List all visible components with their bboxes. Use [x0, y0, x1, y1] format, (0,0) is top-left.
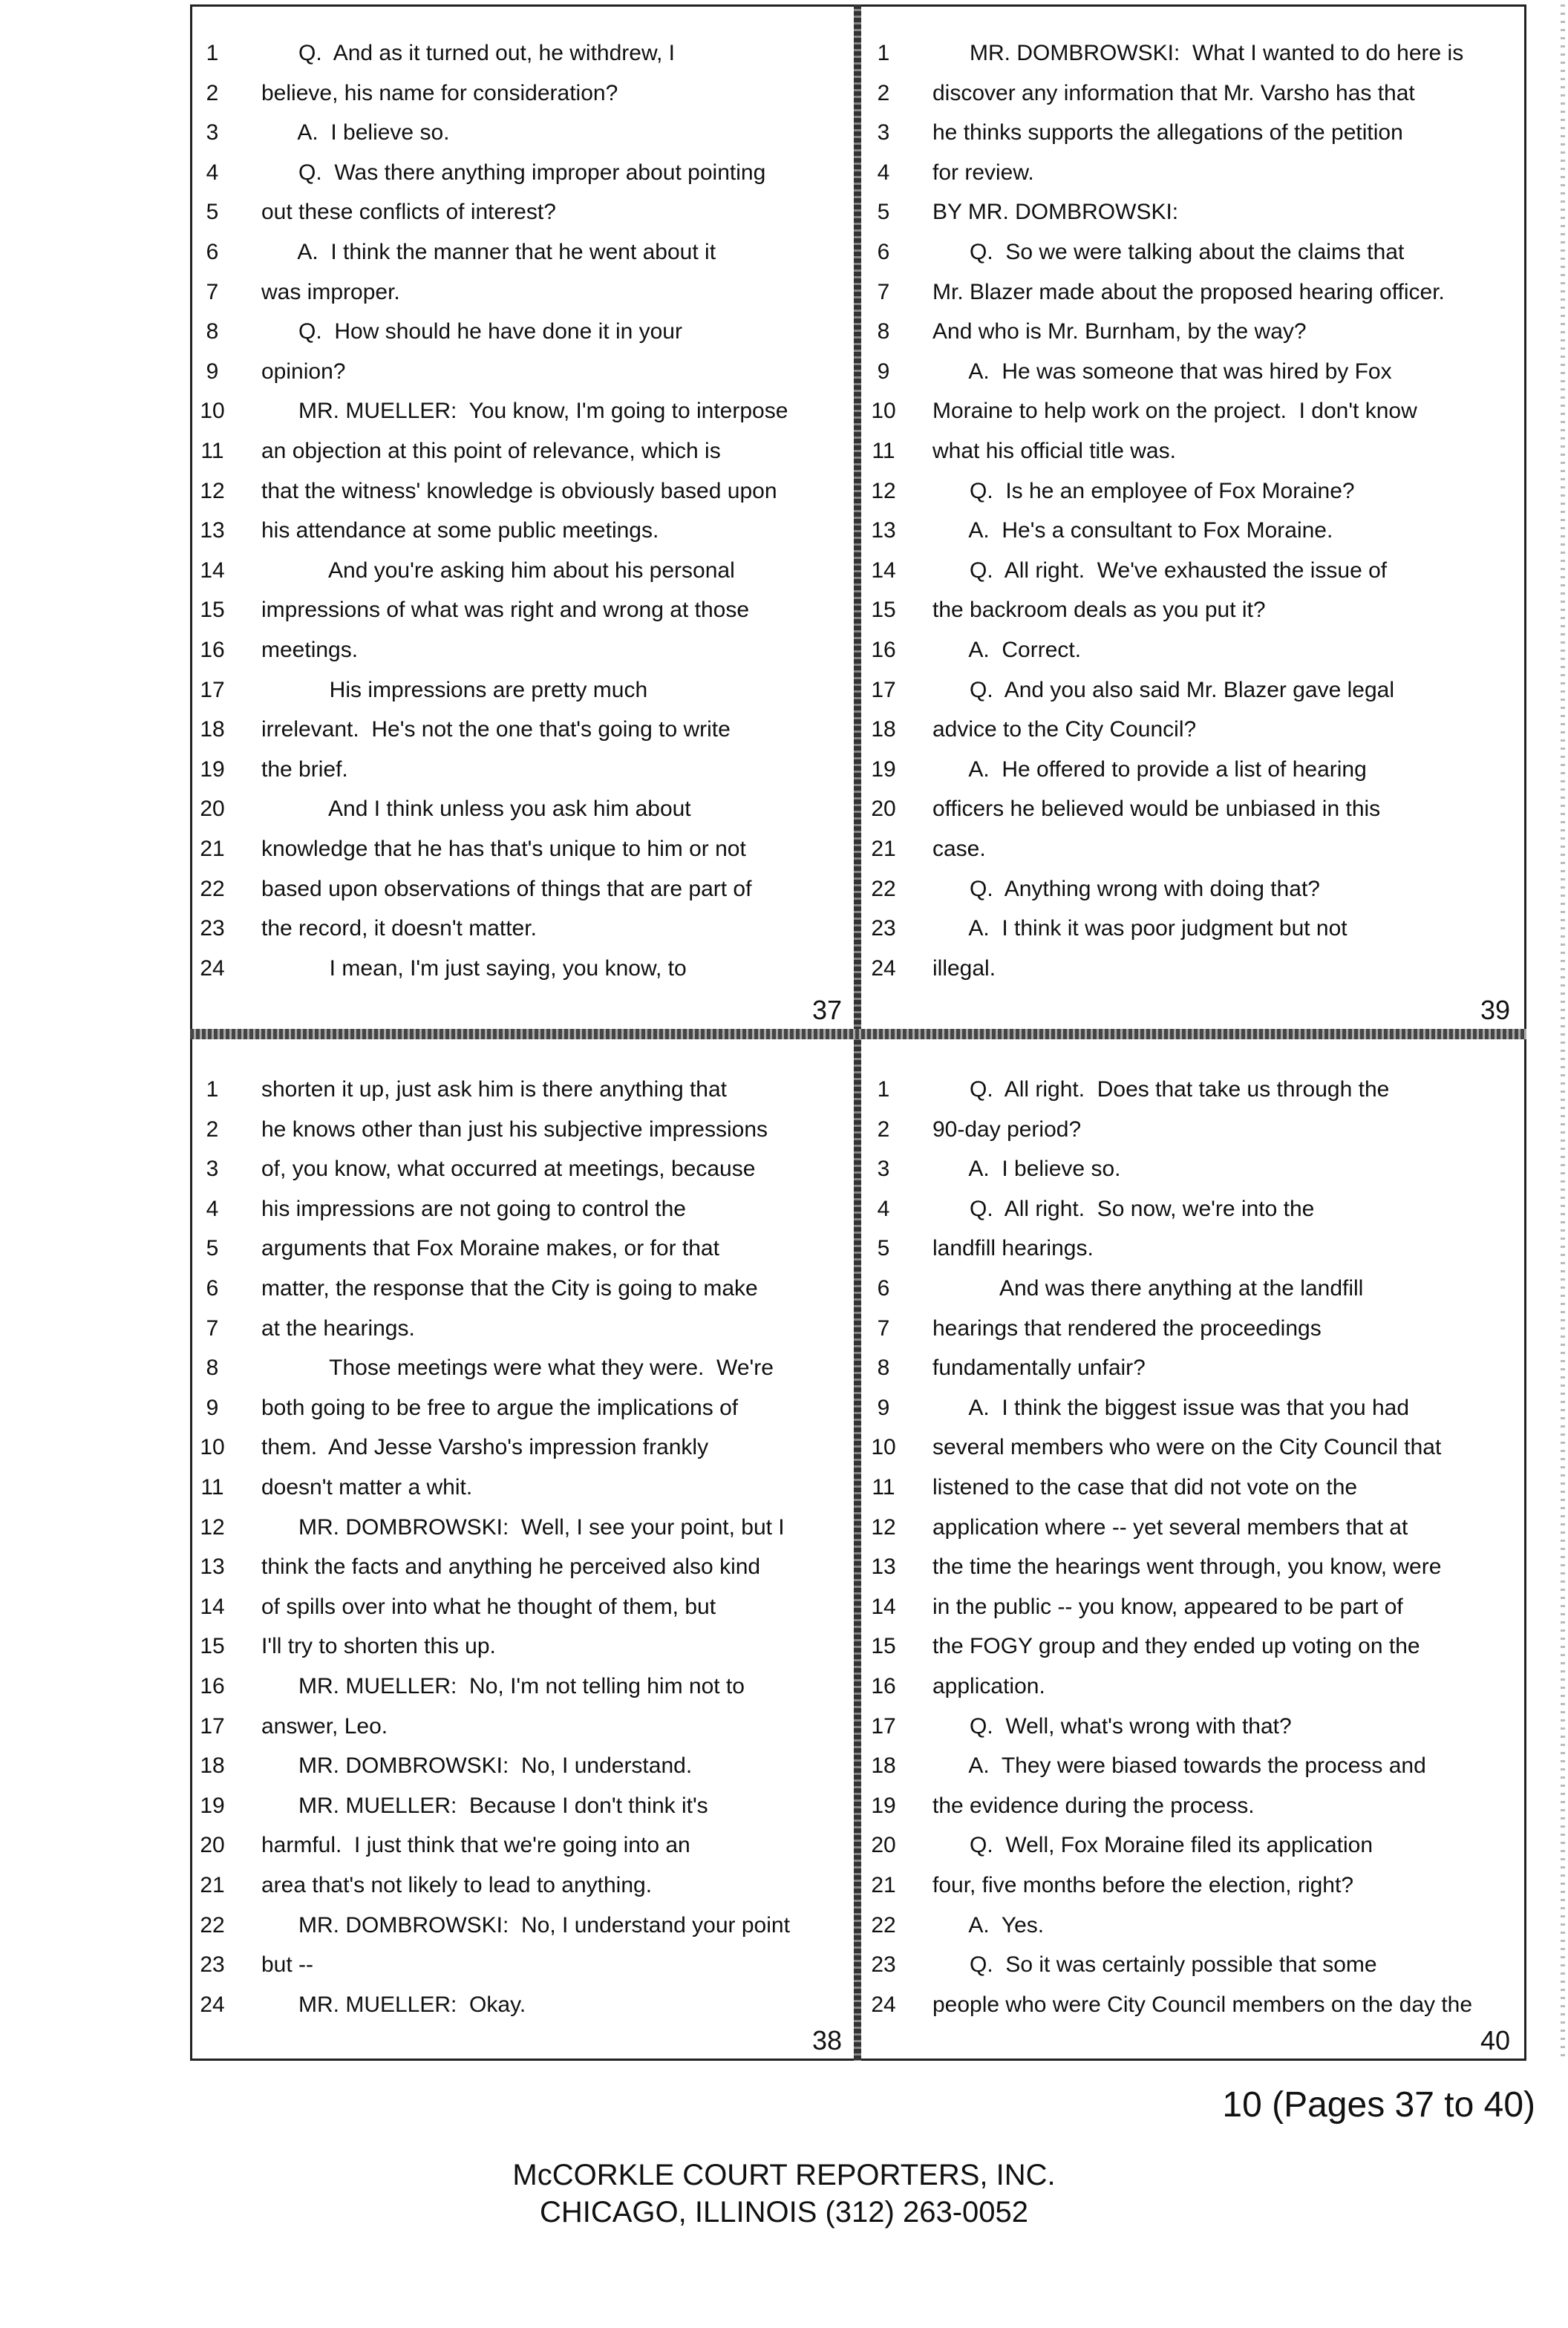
transcript-line [200, 790, 907, 828]
line-number: 13 [200, 1554, 225, 1580]
line-text: MR. DOMBROWSKI: No, I understand your point [261, 1912, 790, 1938]
line-text: A. Correct. [932, 638, 1082, 662]
line-number: 21 [871, 837, 896, 861]
transcript-line [206, 1111, 907, 1149]
transcript-line [206, 1269, 907, 1308]
line-text: that the witness' knowledge is obviously based upon [261, 478, 777, 503]
line-text: application where -- yet several members that at [932, 1514, 1408, 1540]
line-text: A. He was someone that was hired by Fox [932, 359, 1392, 384]
transcript-line [871, 552, 1568, 590]
line-text: Mr. Blazer made about the proposed hearing officer. [932, 279, 1445, 304]
line-number: 4 [877, 160, 890, 185]
line-text: doesn't matter a whit. [261, 1475, 473, 1500]
transcript-line [872, 1468, 1568, 1507]
line-number: 4 [877, 1196, 890, 1221]
company-location: CHICAGO, ILLINOIS (312) 263-0052 [539, 2196, 1029, 2229]
line-text: Q. Well, Fox Moraine filed its application [932, 1833, 1373, 1858]
line-text: Q. All right. We've exhausted the issue of [932, 558, 1388, 583]
line-text: MR. MUELLER: You know, I'm going to interpose [261, 399, 788, 424]
transcript-line [200, 909, 907, 948]
line-number: 3 [877, 1157, 890, 1182]
transcript-line [200, 671, 907, 710]
transcript-line [200, 1508, 907, 1547]
line-number: 15 [200, 598, 225, 623]
line-text: he thinks supports the allegations of the petition [932, 120, 1403, 146]
page-range-label: 10 (Pages 37 to 40) [1222, 2085, 1535, 2125]
transcript-line [871, 1747, 1568, 1785]
transcript-line [871, 1986, 1568, 2024]
line-number: 20 [200, 1833, 225, 1858]
line-number: 22 [871, 1912, 896, 1938]
transcript-line [206, 1229, 907, 1268]
line-text: MR. MUELLER: Because I don't think it's [261, 1793, 708, 1818]
transcript-line [871, 1627, 1568, 1666]
line-text: but -- [261, 1952, 314, 1978]
line-number: 8 [877, 1356, 890, 1381]
transcript-line [871, 1906, 1568, 1945]
line-number: 16 [871, 638, 896, 662]
line-text: And who is Mr. Burnham, by the way? [932, 319, 1307, 344]
line-number: 14 [871, 558, 896, 583]
line-text: believe, his name for consideration? [261, 80, 618, 105]
transcript-line [871, 1946, 1568, 1984]
transcript-line [200, 1986, 907, 2024]
transcript-line [877, 193, 1568, 232]
transcript-line [871, 1667, 1568, 1706]
line-text: for review. [932, 160, 1034, 185]
transcript-line [206, 1150, 907, 1188]
line-number: 7 [877, 279, 890, 304]
line-text: case. [932, 837, 986, 861]
line-text: Q. Was there anything improper about pointing [261, 160, 766, 185]
line-text: His impressions are pretty much [261, 677, 648, 702]
transcript-line [200, 870, 907, 909]
line-number: 1 [206, 1077, 219, 1102]
page-number-39: 39 [1480, 995, 1511, 1025]
line-text: A. They were biased towards the process and [932, 1753, 1426, 1779]
line-number: 11 [872, 1475, 895, 1500]
transcript-line [871, 830, 1568, 869]
transcript-line [871, 1548, 1568, 1586]
line-number: 14 [871, 1594, 896, 1619]
line-number: 23 [871, 916, 896, 941]
line-number: 22 [200, 876, 225, 901]
line-text: out these conflicts of interest? [261, 200, 556, 225]
transcript-line [877, 273, 1568, 312]
line-text: meetings. [261, 638, 359, 662]
line-number: 6 [206, 240, 219, 264]
line-number: 10 [200, 1435, 225, 1460]
line-number: 10 [871, 1435, 896, 1460]
transcript-line [871, 392, 1568, 431]
line-number: 17 [200, 1713, 225, 1739]
line-text: And I think unless you ask him about [261, 797, 691, 822]
transcript-line [877, 233, 1568, 272]
line-number: 12 [200, 478, 225, 503]
line-text: And you're asking him about his personal [261, 558, 735, 583]
line-text: of, you know, what occurred at meetings, because [261, 1157, 756, 1182]
transcript-line [200, 830, 907, 869]
line-number: 2 [206, 80, 219, 105]
line-text: discover any information that Mr. Varsho has that [932, 80, 1415, 105]
transcript-line [200, 751, 907, 789]
transcript-line [200, 1787, 907, 1825]
transcript-line [200, 1866, 907, 1905]
line-text: the backroom deals as you put it? [932, 598, 1266, 623]
transcript-line [206, 273, 907, 312]
line-text: both going to be free to argue the implications of [261, 1395, 739, 1420]
transcript-line [877, 313, 1568, 351]
line-number: 10 [871, 399, 896, 424]
line-number: 23 [871, 1952, 896, 1978]
line-number: 2 [877, 1116, 890, 1142]
transcript-line [871, 949, 1568, 988]
transcript-line [877, 1269, 1568, 1308]
line-text: A. I think the manner that he went about it [261, 240, 716, 264]
transcript-line [206, 1310, 907, 1348]
transcript-line [206, 114, 907, 152]
line-number: 3 [206, 1157, 219, 1182]
transcript-line [206, 74, 907, 113]
line-number: 6 [877, 1276, 890, 1301]
transcript-line [877, 1310, 1568, 1348]
transcript-line [877, 74, 1568, 113]
transcript-line [200, 1826, 907, 1865]
line-text: MR. DOMBROWSKI: What I wanted to do here is [932, 41, 1464, 65]
transcript-line [871, 472, 1568, 511]
transcript-line [872, 432, 1568, 471]
transcript-line [200, 1627, 907, 1666]
line-text: Q. Anything wrong with doing that? [932, 876, 1320, 901]
line-number: 19 [871, 756, 896, 782]
line-text: of spills over into what he thought of them, but [261, 1594, 716, 1619]
line-text: Q. Is he an employee of Fox Moraine? [932, 478, 1355, 503]
line-text: the record, it doesn't matter. [261, 916, 537, 941]
transcript-line [871, 631, 1568, 670]
line-number: 14 [200, 558, 225, 583]
line-number: 5 [877, 1236, 890, 1261]
line-text: A. I think it was poor judgment but not [932, 916, 1348, 941]
line-number: 9 [206, 359, 219, 384]
transcript-line [200, 591, 907, 630]
line-text: the brief. [261, 756, 348, 782]
line-text: he knows other than just his subjective impressions [261, 1116, 768, 1142]
line-text: answer, Leo. [261, 1713, 388, 1739]
line-text: his impressions are not going to control the [261, 1196, 686, 1221]
line-number: 24 [871, 955, 896, 981]
line-number: 21 [200, 1873, 225, 1897]
line-text: A. I think the biggest issue was that you had [932, 1395, 1410, 1420]
line-text: BY MR. DOMBROWSKI: [932, 200, 1179, 225]
line-text: Q. All right. So now, we're into the [932, 1196, 1315, 1221]
line-text: impressions of what was right and wrong at those [261, 598, 749, 623]
transcript-line [200, 1428, 907, 1467]
transcript-line [200, 949, 907, 988]
line-number: 1 [206, 41, 219, 65]
transcript-line [871, 1707, 1568, 1746]
transcript-line [200, 552, 907, 590]
transcript-line [200, 631, 907, 670]
transcript-line [206, 1389, 907, 1428]
line-text: MR. MUELLER: No, I'm not telling him not to [261, 1674, 745, 1698]
line-text: advice to the City Council? [932, 717, 1197, 742]
line-number: 5 [206, 200, 219, 225]
line-number: 20 [871, 1833, 896, 1858]
line-number: 1 [877, 1077, 890, 1102]
line-text: Q. And you also said Mr. Blazer gave legal [932, 677, 1394, 702]
line-text: irrelevant. He's not the one that's going to write [261, 717, 731, 742]
line-number: 3 [206, 120, 219, 146]
line-number: 22 [200, 1912, 225, 1938]
line-text: landfill hearings. [932, 1236, 1094, 1261]
line-number: 18 [871, 717, 896, 742]
transcript-line [871, 511, 1568, 550]
line-number: 19 [871, 1793, 896, 1818]
transcript-line [206, 193, 907, 232]
line-number: 5 [877, 200, 890, 225]
line-text: the evidence during the process. [932, 1793, 1255, 1818]
transcript-line [877, 1349, 1568, 1387]
transcript-line [877, 34, 1568, 73]
line-text: A. I believe so. [261, 120, 450, 146]
line-number: 14 [200, 1594, 225, 1619]
transcript-line [877, 1150, 1568, 1188]
line-number: 17 [200, 677, 225, 702]
line-text: four, five months before the election, right? [932, 1873, 1353, 1897]
transcript-line [206, 1349, 907, 1387]
horizontal-divider [190, 1029, 1526, 1039]
transcript-line [877, 154, 1568, 192]
transcript-line [877, 1111, 1568, 1149]
line-text: officers he believed would be unbiased in this [932, 797, 1381, 822]
line-text: And was there anything at the landfill [932, 1276, 1364, 1301]
line-number: 13 [871, 1554, 896, 1580]
line-number: 4 [206, 1196, 219, 1221]
line-number: 13 [871, 518, 896, 543]
transcript-line [200, 1946, 907, 1984]
line-number: 12 [871, 1514, 896, 1540]
line-number: 23 [200, 1952, 225, 1978]
line-text: matter, the response that the City is going to make [261, 1276, 758, 1301]
transcript-line [200, 1906, 907, 1945]
line-text: several members who were on the City Council that [932, 1435, 1442, 1460]
line-number: 5 [206, 1236, 219, 1261]
line-number: 17 [871, 677, 896, 702]
transcript-line [200, 432, 907, 471]
line-number: 15 [871, 598, 896, 623]
line-number: 21 [200, 837, 225, 861]
line-text: based upon observations of things that are part of [261, 876, 752, 901]
line-number: 15 [871, 1634, 896, 1659]
transcript-line [877, 1389, 1568, 1428]
transcript-line [200, 1548, 907, 1586]
line-text: A. He offered to provide a list of hearing [932, 756, 1367, 782]
transcript-line [871, 1787, 1568, 1825]
transcript-line [200, 472, 907, 511]
line-text: fundamentally unfair? [932, 1356, 1146, 1381]
line-text: MR. MUELLER: Okay. [261, 1992, 526, 2017]
line-number: 10 [200, 399, 225, 424]
line-text: A. Yes. [932, 1912, 1045, 1938]
transcript-line [877, 114, 1568, 152]
transcript-line [200, 1667, 907, 1706]
line-text: MR. DOMBROWSKI: Well, I see your point, but I [261, 1514, 785, 1540]
line-number: 15 [200, 1634, 225, 1659]
line-number: 24 [200, 955, 225, 981]
line-text: arguments that Fox Moraine makes, or for that [261, 1236, 719, 1261]
line-number: 2 [877, 80, 890, 105]
line-text: Q. And as it turned out, he withdrew, I [261, 41, 675, 65]
transcript-line [871, 909, 1568, 948]
line-number: 8 [877, 319, 890, 344]
line-text: the time the hearings went through, you know, were [932, 1554, 1442, 1580]
line-number: 9 [206, 1395, 219, 1420]
transcript-line [871, 1508, 1568, 1547]
line-number: 3 [877, 120, 890, 146]
line-text: in the public -- you know, appeared to be part of [932, 1594, 1403, 1619]
line-number: 16 [871, 1674, 896, 1698]
line-number: 24 [200, 1992, 225, 2017]
line-text: Moraine to help work on the project. I don't know [932, 399, 1417, 424]
line-number: 18 [871, 1753, 896, 1779]
transcript-line [871, 1866, 1568, 1905]
line-number: 24 [871, 1992, 896, 2017]
transcript-line [200, 392, 907, 431]
line-number: 7 [206, 279, 219, 304]
line-text: Q. Well, what's wrong with that? [932, 1713, 1292, 1739]
transcript-line [871, 790, 1568, 828]
line-text: them. And Jesse Varsho's impression frankly [261, 1435, 709, 1460]
line-number: 11 [200, 439, 224, 463]
page-number-38: 38 [812, 2025, 843, 2056]
transcript-line [206, 1070, 907, 1109]
line-text: Q. So it was certainly possible that some [932, 1952, 1377, 1978]
line-number: 19 [200, 1793, 225, 1818]
line-number: 17 [871, 1713, 896, 1739]
line-number: 8 [206, 319, 219, 344]
line-text: Those meetings were what they were. We're [261, 1356, 774, 1381]
line-text: MR. DOMBROWSKI: No, I understand. [261, 1753, 693, 1779]
line-number: 7 [877, 1315, 890, 1341]
transcript-line [871, 1826, 1568, 1865]
transcript-line [871, 671, 1568, 710]
transcript-line [206, 1190, 907, 1229]
line-number: 12 [871, 478, 896, 503]
transcript-line [877, 353, 1568, 391]
line-number: 9 [877, 359, 890, 384]
line-text: his attendance at some public meetings. [261, 518, 659, 543]
line-number: 22 [871, 876, 896, 901]
line-text: think the facts and anything he perceived also kind [261, 1554, 761, 1580]
line-number: 16 [200, 638, 225, 662]
line-text: what his official title was. [932, 439, 1176, 463]
line-number: 4 [206, 160, 219, 185]
line-number: 9 [877, 1395, 890, 1420]
line-text: listened to the case that did not vote on the [932, 1475, 1358, 1500]
transcript-line [200, 1707, 907, 1746]
line-text: A. He's a consultant to Fox Moraine. [932, 518, 1333, 543]
line-text: A. I believe so. [932, 1157, 1121, 1182]
transcript-line [206, 34, 907, 73]
line-text: at the hearings. [261, 1315, 415, 1341]
line-text: application. [932, 1674, 1045, 1698]
line-number: 19 [200, 756, 225, 782]
transcript-line [877, 1070, 1568, 1109]
line-number: 7 [206, 1315, 219, 1341]
line-number: 12 [200, 1514, 225, 1540]
transcript-line [877, 1190, 1568, 1229]
transcript-line [206, 353, 907, 391]
line-text: an objection at this point of relevance, which is [261, 439, 721, 463]
line-number: 23 [200, 916, 225, 941]
transcript-line [871, 870, 1568, 909]
line-text: knowledge that he has that's unique to him or not [261, 837, 746, 861]
line-text: people who were City Council members on the day the [932, 1992, 1473, 2017]
line-text: harmful. I just think that we're going into an [261, 1833, 690, 1858]
line-text: illegal. [932, 955, 996, 981]
line-text: area that's not likely to lead to anything. [261, 1873, 653, 1897]
company-name: McCORKLE COURT REPORTERS, INC. [512, 2159, 1056, 2191]
line-text: the FOGY group and they ended up voting on the [932, 1634, 1420, 1659]
line-number: 18 [200, 1753, 225, 1779]
line-text: hearings that rendered the proceedings [932, 1315, 1322, 1341]
transcript-line [877, 1229, 1568, 1268]
line-text: I mean, I'm just saying, you know, to [261, 955, 687, 981]
transcript-line [206, 233, 907, 272]
page-number-37: 37 [812, 995, 843, 1025]
transcript-line [206, 154, 907, 192]
line-text: I'll try to shorten this up. [261, 1634, 496, 1659]
transcript-line [200, 1588, 907, 1626]
line-number: 18 [200, 717, 225, 742]
line-number: 20 [200, 797, 225, 822]
line-number: 8 [206, 1356, 219, 1381]
transcript-line [200, 511, 907, 550]
line-text: Q. How should he have done it in your [261, 319, 682, 344]
line-text: opinion? [261, 359, 346, 384]
line-text: shorten it up, just ask him is there anything that [261, 1077, 727, 1102]
line-number: 11 [872, 439, 895, 463]
line-number: 11 [200, 1475, 224, 1500]
transcript-line [206, 313, 907, 351]
transcript-line [200, 710, 907, 749]
line-text: Q. All right. Does that take us through the [932, 1077, 1390, 1102]
line-number: 6 [206, 1276, 219, 1301]
line-number: 1 [877, 41, 890, 65]
line-text: Q. So we were talking about the claims that [932, 240, 1405, 264]
transcript-line [200, 1747, 907, 1785]
line-text: was improper. [261, 279, 400, 304]
line-number: 20 [871, 797, 896, 822]
line-text: 90-day period? [932, 1116, 1082, 1142]
transcript-line [871, 1588, 1568, 1626]
transcript-line [871, 710, 1568, 749]
transcript-line [871, 591, 1568, 630]
line-number: 13 [200, 518, 225, 543]
transcript-line [871, 1428, 1568, 1467]
transcript-line [200, 1468, 907, 1507]
line-number: 21 [871, 1873, 896, 1897]
line-number: 16 [200, 1674, 225, 1698]
page-number-40: 40 [1480, 2025, 1511, 2056]
line-number: 6 [877, 240, 890, 264]
transcript-line [871, 751, 1568, 789]
line-number: 2 [206, 1116, 219, 1142]
